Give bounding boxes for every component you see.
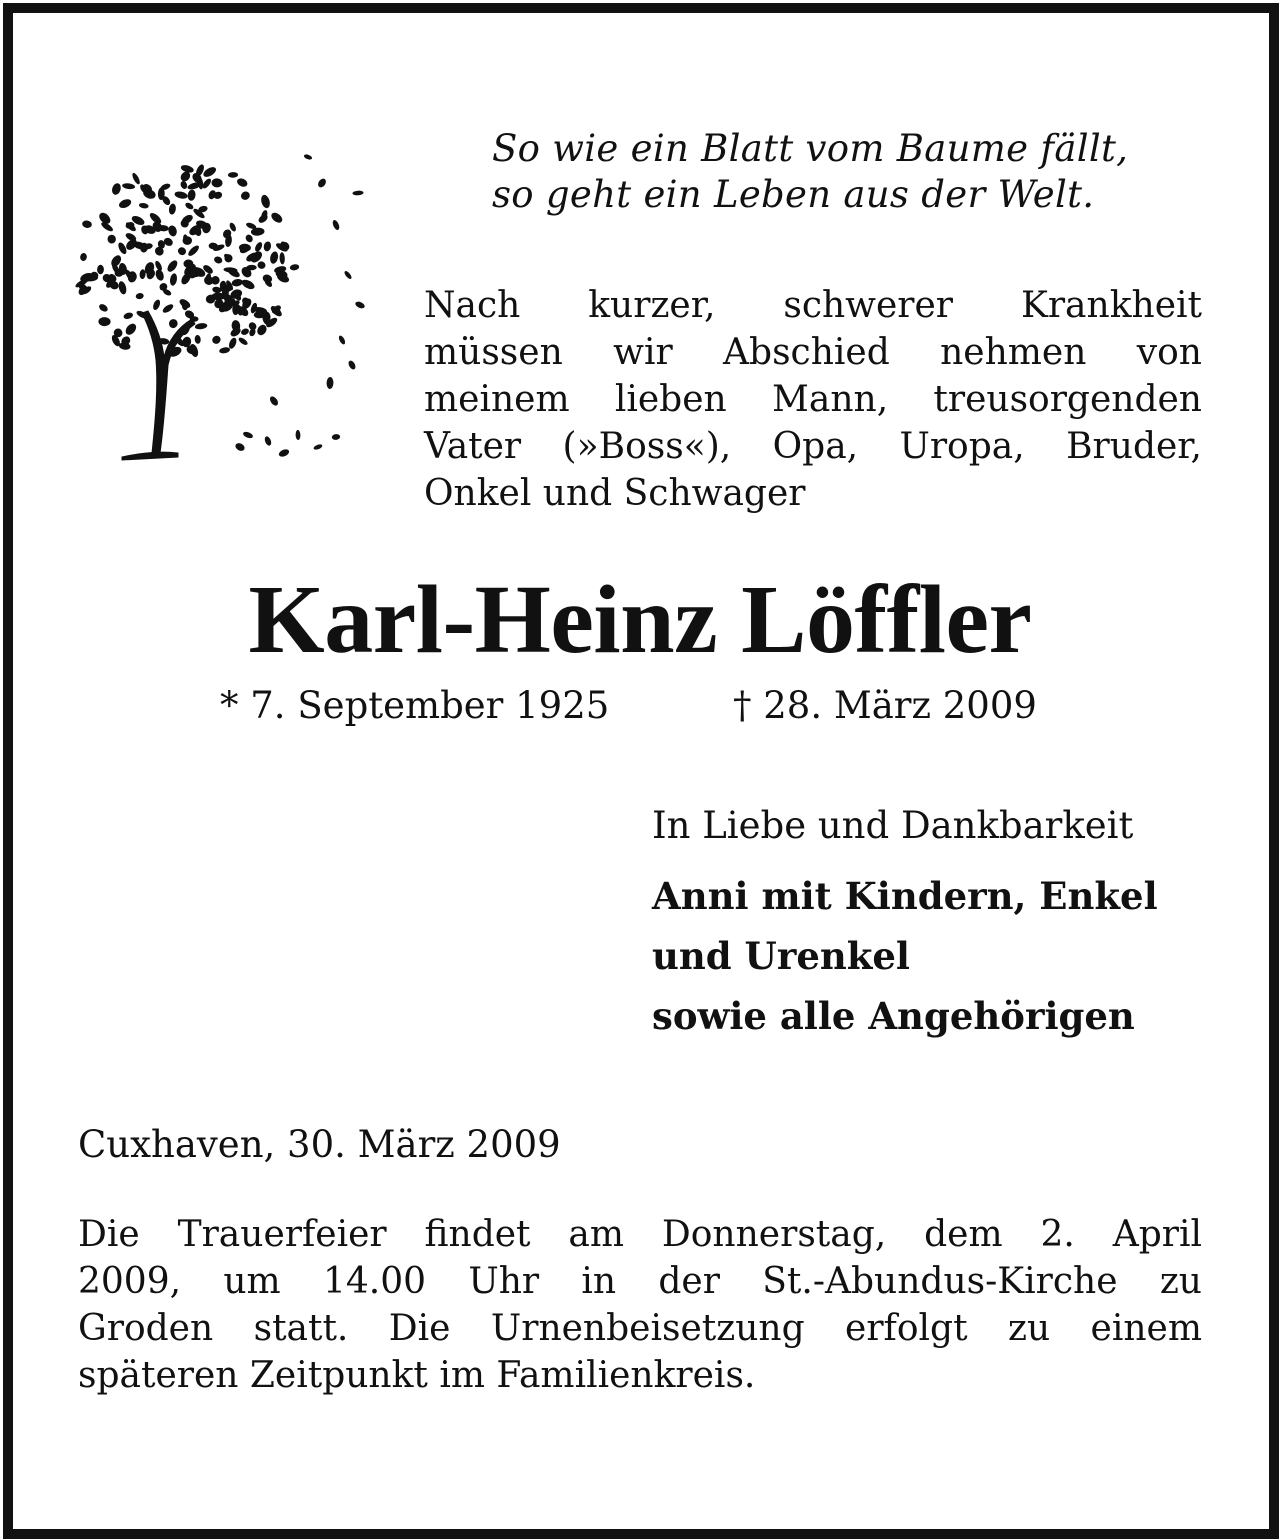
verse-line-2: so geht ein Leben aus der Welt. [492, 173, 1095, 216]
windblown-tree-icon [60, 135, 380, 475]
intro-line: Onkel und Schwager [424, 473, 806, 514]
death-date: † 28. März 2009 [733, 684, 1037, 727]
intro-paragraph [424, 282, 1202, 517]
verse-line-1: So wie ein Blatt vom Baume fällt, [492, 127, 1129, 170]
service-line: späteren Zeitpunkt im Familienkreis. [78, 1355, 756, 1396]
service-paragraph [78, 1211, 1202, 1399]
signoff-phrase: In Liebe und Dankbarkeit [652, 804, 1134, 847]
service-line: Die Trauerfeier findet am Donnerstag, dem 2. April [78, 1214, 1202, 1255]
service-line: 2009, um 14.00 Uhr in der St.-Abundus-Kirche zu [78, 1261, 1202, 1302]
family-line: sowie alle Angehörigen [652, 994, 1135, 1038]
intro-line: meinem lieben Mann, treusorgenden [424, 379, 1202, 420]
birth-date: * 7. September 1925 [220, 684, 610, 727]
deceased-name: Karl-Heinz Löffler [248, 566, 1032, 674]
intro-line: Vater (»Boss«), Opa, Uropa, Bruder, [424, 426, 1202, 467]
family-line: und Urenkel [652, 934, 910, 978]
intro-line: Nach kurzer, schwerer Krankheit [424, 285, 1202, 326]
verse [492, 126, 1212, 218]
service-line: Groden statt. Die Urnenbeisetzung erfolgt zu einem [78, 1308, 1202, 1349]
family-line: Anni mit Kindern, Enkel [652, 874, 1158, 918]
place-date: Cuxhaven, 30. März 2009 [78, 1123, 561, 1166]
family-signature [652, 866, 1158, 1046]
intro-line: müssen wir Abschied nehmen von [424, 332, 1202, 373]
